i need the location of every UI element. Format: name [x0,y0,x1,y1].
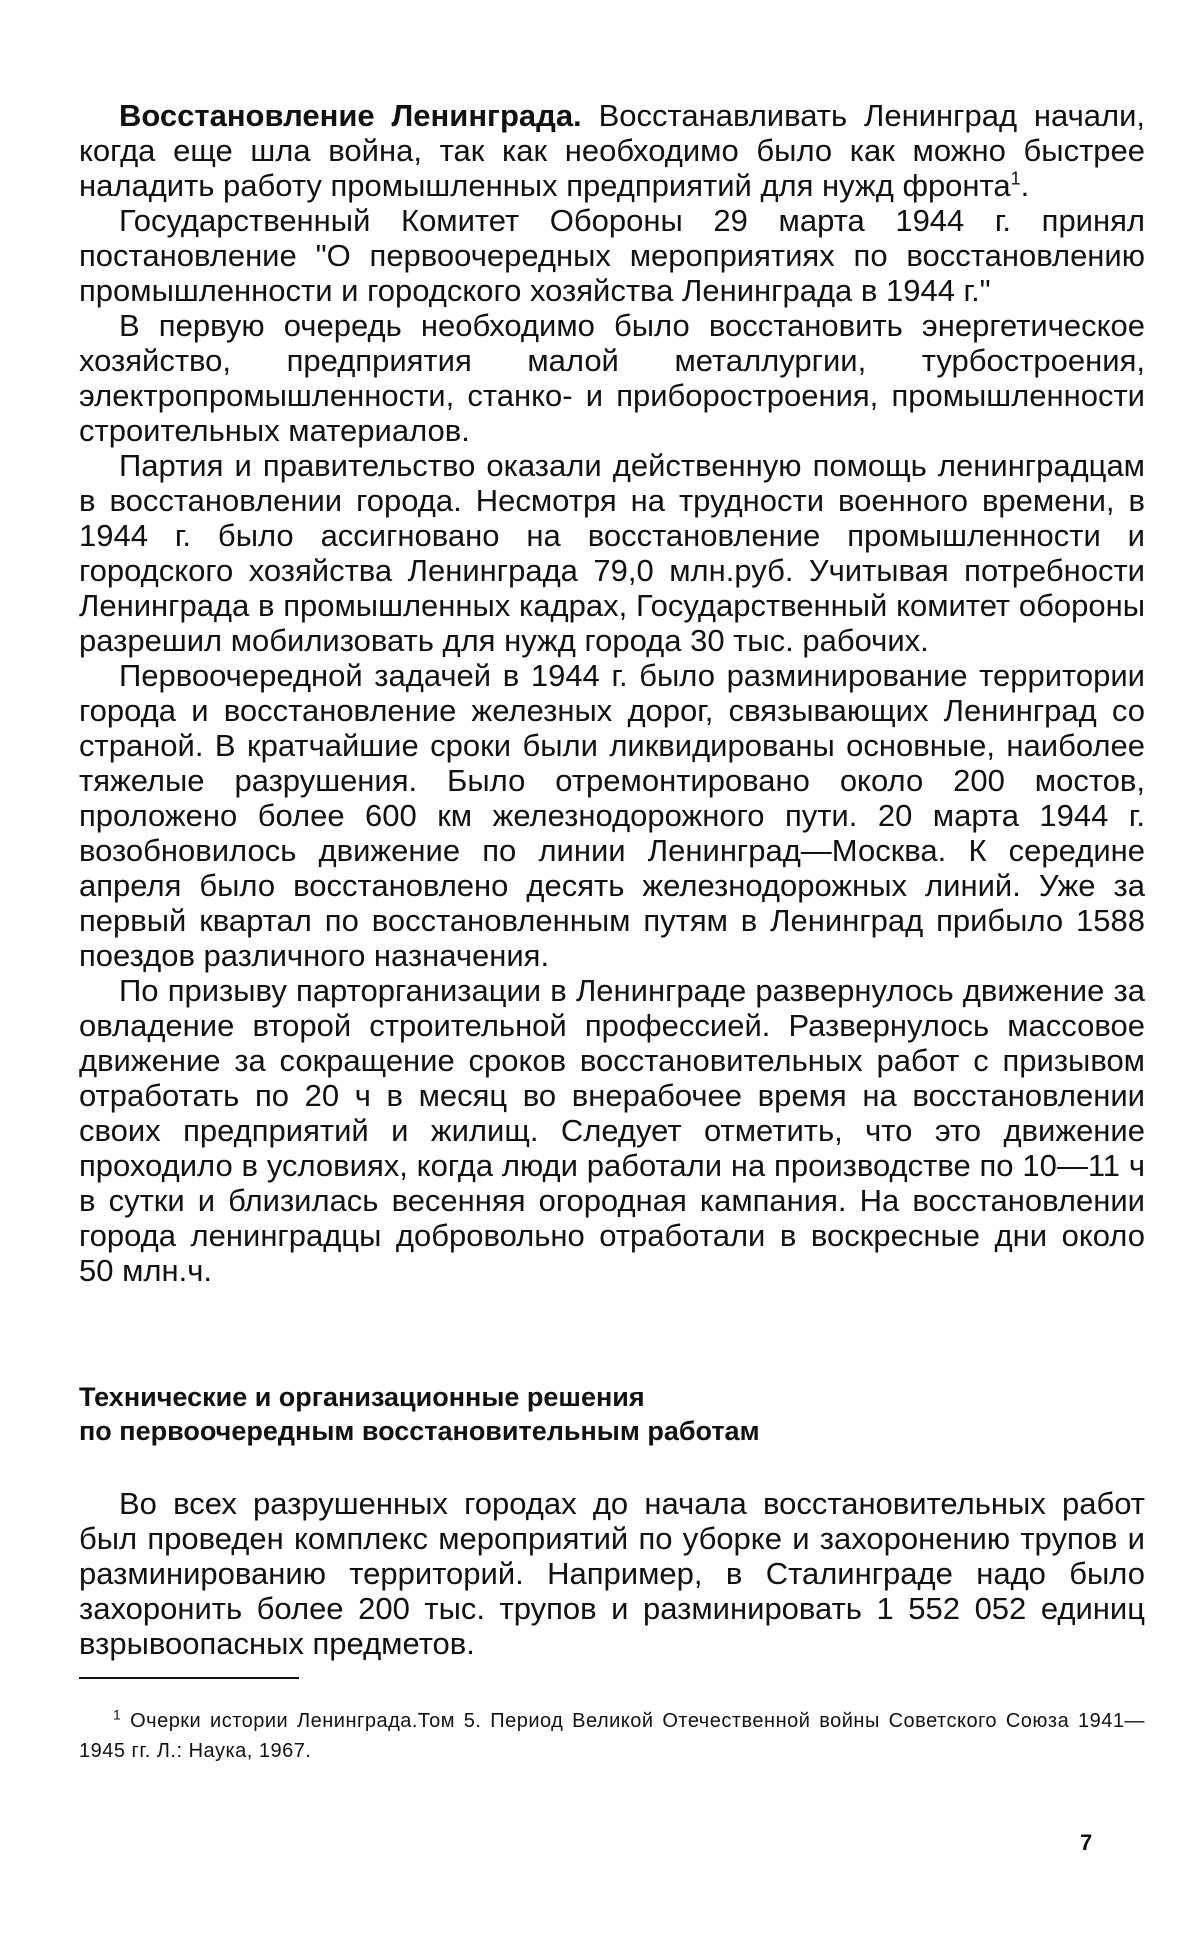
section-2-text [79,1486,1145,1661]
paragraph-2: Государственный Комитет Обороны 29 марта 1944 г. принял постановление "О первоочередных мероприятиях по восстановлению промышленности и городского хозяйства Ленинграда в 1944 г." [79,203,1145,308]
section-2-paragraph-1: Во всех разрушенных городах до начала восстановительных работ был проведен комплекс мероприятий по уборке и захоронению трупов и разминированию территорий. Например, в Сталинграде надо было захоронить более 200 тыс. трупов и разминировать 1 552 052 единиц взрывоопасных предметов. [79,1486,1145,1661]
section-heading [79,1380,1145,1448]
section-heading-line-1: Технические и организационные решения [79,1382,645,1412]
section-lead-title: Восстановление Ленинграда. [119,98,582,133]
page-number: 7 [1080,1830,1093,1855]
paragraph-6: По призыву парторганизации в Ленинграде развернулось движение за овладение второй строительной профессией. Развернулось массовое движение за сокращение сроков восстановительных работ с призывом отработать по 20 ч в месяц во внерабочее время на восстановлении своих предприятий и жилищ. Следует отметить, что это движение проходило в условиях, когда люди работали на производстве по 10—11 ч в сутки и близилась весенняя огородная кампания. На восстановлении города ленинградцы добровольно отработали в воскресные дни около 50 млн.ч. [79,973,1145,1288]
paragraph-5: Первоочередной задачей в 1944 г. было разминирование территории города и восстановление железных дорог, связывающих Ленинград со страной. В кратчайшие сроки были ликвидированы основные, наиболее тяжелые разрушения. Было отремонтировано около 200 мостов, проложено более 600 км железнодорожного пути. 20 марта 1944 г. возобновилось движение по линии Ленинград—Москва. К середине апреля было восстановлено десять железнодорожных линий. Уже за первый квартал по восстановленным путям в Ленинград прибыло 1588 поездов различного назначения. [79,658,1145,973]
section-heading-line-2: по первоочередным восстановительным работам [79,1416,760,1446]
footnote-mark: 1 [113,1706,122,1723]
paragraph-3: В первую очередь необходимо было восстановить энергетическое хозяйство, предприятия малой металлургии, турбостроения, электропромышленности, станко- и приборостроения, промышленности строительных материалов. [79,308,1145,448]
paragraph-1-text: Восстанавливать Ленинград начали, когда еще шла война, так как необходимо было как можно быстрее наладить работу промышленных предприятий для нужд фронта [79,98,1145,203]
footnote-reference[interactable]: 1 [1010,168,1021,189]
paragraph-1 [79,98,1145,203]
footnote [79,1706,1145,1766]
paragraph-1-end: . [1020,168,1030,203]
footnote-text: Очерки истории Ленинграда.Том 5. Период Великой Отечественной войны Советского Союза 1941—1945 гг. Л.: Наука, 1967. [79,1710,1145,1762]
footnote-divider [79,1677,299,1679]
main-text [79,98,1145,1288]
paragraph-4: Партия и правительство оказали действенную помощь ленинградцам в восстановлении города. Несмотря на трудности военного времени, в 1944 г. было ассигновано на восстановление промышленности и городского хозяйства Ленинграда 79,0 млн.руб. Учитывая потребности Ленинграда в промышленных кадрах, Государственный комитет обороны разрешил мобилизовать для нужд города 30 тыс. рабочих. [79,448,1145,658]
